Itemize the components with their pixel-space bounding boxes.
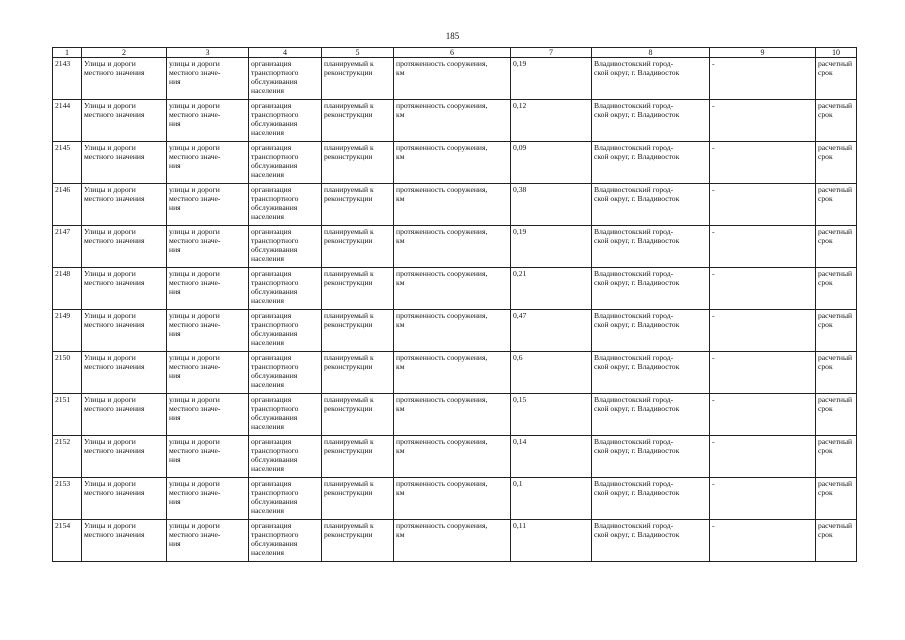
purpose-cell: организация транспортного обслуживания населения [249, 394, 322, 436]
object-type-cell: улицы и дороги местного значе- ния [167, 100, 249, 142]
value-cell: 0,6 [511, 352, 592, 394]
zone-cell: - [710, 394, 816, 436]
row-number-cell: 2146 [53, 184, 82, 226]
object-name-cell: Улицы и дороги местного значения [82, 226, 167, 268]
object-name-cell: Улицы и дороги местного значения [82, 184, 167, 226]
location-cell: Владивостокский город- ской округ, г. Владивосток [592, 478, 710, 520]
term-cell: расчетный срок [816, 58, 857, 100]
value-cell: 0,12 [511, 100, 592, 142]
column-header: 9 [710, 48, 816, 58]
zone-cell: - [710, 310, 816, 352]
value-cell: 0,47 [511, 310, 592, 352]
parameter-cell: протяженность сооружения, км [394, 268, 511, 310]
object-type-cell: улицы и дороги местного значе- ния [167, 394, 249, 436]
object-name-cell: Улицы и дороги местного значения [82, 58, 167, 100]
row-number-cell: 2149 [53, 310, 82, 352]
column-header: 1 [53, 48, 82, 58]
location-cell: Владивостокский город- ской округ, г. Владивосток [592, 100, 710, 142]
value-cell: 0,15 [511, 394, 592, 436]
term-cell: расчетный срок [816, 478, 857, 520]
object-name-cell: Улицы и дороги местного значения [82, 394, 167, 436]
term-cell: расчетный срок [816, 226, 857, 268]
parameter-cell: протяженность сооружения, км [394, 520, 511, 562]
value-cell: 0,21 [511, 268, 592, 310]
purpose-cell: организация транспортного обслуживания населения [249, 268, 322, 310]
zone-cell: - [710, 478, 816, 520]
table-row [53, 100, 857, 142]
status-cell: планируемый к реконструкции [322, 352, 394, 394]
status-cell: планируемый к реконструкции [322, 394, 394, 436]
location-cell: Владивостокский город- ской округ, г. Владивосток [592, 310, 710, 352]
term-cell: расчетный срок [816, 436, 857, 478]
purpose-cell: организация транспортного обслуживания населения [249, 520, 322, 562]
location-cell: Владивостокский город- ской округ, г. Владивосток [592, 226, 710, 268]
zone-cell: - [710, 352, 816, 394]
object-type-cell: улицы и дороги местного значе- ния [167, 184, 249, 226]
object-type-cell: улицы и дороги местного значе- ния [167, 268, 249, 310]
zone-cell: - [710, 520, 816, 562]
object-type-cell: улицы и дороги местного значе- ния [167, 142, 249, 184]
row-number-cell: 2143 [53, 58, 82, 100]
purpose-cell: организация транспортного обслуживания населения [249, 436, 322, 478]
table-row [53, 310, 857, 352]
row-number-cell: 2145 [53, 142, 82, 184]
object-name-cell: Улицы и дороги местного значения [82, 268, 167, 310]
purpose-cell: организация транспортного обслуживания населения [249, 310, 322, 352]
term-cell: расчетный срок [816, 352, 857, 394]
purpose-cell: организация транспортного обслуживания населения [249, 478, 322, 520]
table-row [53, 58, 857, 100]
parameter-cell: протяженность сооружения, км [394, 226, 511, 268]
object-type-cell: улицы и дороги местного значе- ния [167, 310, 249, 352]
purpose-cell: организация транспортного обслуживания населения [249, 142, 322, 184]
term-cell: расчетный срок [816, 394, 857, 436]
zone-cell: - [710, 142, 816, 184]
value-cell: 0,14 [511, 436, 592, 478]
status-cell: планируемый к реконструкции [322, 310, 394, 352]
parameter-cell: протяженность сооружения, км [394, 310, 511, 352]
table-row [53, 394, 857, 436]
location-cell: Владивостокский город- ской округ, г. Владивосток [592, 436, 710, 478]
status-cell: планируемый к реконструкции [322, 142, 394, 184]
row-number-cell: 2152 [53, 436, 82, 478]
object-type-cell: улицы и дороги местного значе- ния [167, 352, 249, 394]
purpose-cell: организация транспортного обслуживания населения [249, 58, 322, 100]
zone-cell: - [710, 100, 816, 142]
parameter-cell: протяженность сооружения, км [394, 100, 511, 142]
column-header: 5 [322, 48, 394, 58]
column-header: 7 [511, 48, 592, 58]
location-cell: Владивостокский город- ской округ, г. Владивосток [592, 352, 710, 394]
location-cell: Владивостокский город- ской округ, г. Владивосток [592, 268, 710, 310]
parameter-cell: протяженность сооружения, км [394, 58, 511, 100]
object-type-cell: улицы и дороги местного значе- ния [167, 58, 249, 100]
table-row [53, 142, 857, 184]
object-type-cell: улицы и дороги местного значе- ния [167, 478, 249, 520]
status-cell: планируемый к реконструкции [322, 226, 394, 268]
parameter-cell: протяженность сооружения, км [394, 142, 511, 184]
column-header: 8 [592, 48, 710, 58]
zone-cell: - [710, 58, 816, 100]
row-number-cell: 2151 [53, 394, 82, 436]
table-header [53, 48, 857, 58]
object-type-cell: улицы и дороги местного значе- ния [167, 226, 249, 268]
term-cell: расчетный срок [816, 100, 857, 142]
object-type-cell: улицы и дороги местного значе- ния [167, 436, 249, 478]
zone-cell: - [710, 436, 816, 478]
row-number-cell: 2147 [53, 226, 82, 268]
column-header: 6 [394, 48, 511, 58]
zone-cell: - [710, 184, 816, 226]
location-cell: Владивостокский город- ской округ, г. Владивосток [592, 58, 710, 100]
purpose-cell: организация транспортного обслуживания населения [249, 100, 322, 142]
value-cell: 0,09 [511, 142, 592, 184]
row-number-cell: 2148 [53, 268, 82, 310]
purpose-cell: организация транспортного обслуживания населения [249, 352, 322, 394]
header-row [53, 48, 857, 58]
term-cell: расчетный срок [816, 520, 857, 562]
parameter-cell: протяженность сооружения, км [394, 478, 511, 520]
location-cell: Владивостокский город- ской округ, г. Владивосток [592, 394, 710, 436]
object-name-cell: Улицы и дороги местного значения [82, 436, 167, 478]
column-header: 2 [82, 48, 167, 58]
value-cell: 0,38 [511, 184, 592, 226]
object-name-cell: Улицы и дороги местного значения [82, 478, 167, 520]
location-cell: Владивостокский город- ской округ, г. Владивосток [592, 520, 710, 562]
status-cell: планируемый к реконструкции [322, 478, 394, 520]
table-row [53, 436, 857, 478]
table-row [53, 520, 857, 562]
zone-cell: - [710, 226, 816, 268]
row-number-cell: 2150 [53, 352, 82, 394]
term-cell: расчетный срок [816, 268, 857, 310]
parameter-cell: протяженность сооружения, км [394, 394, 511, 436]
status-cell: планируемый к реконструкции [322, 100, 394, 142]
object-name-cell: Улицы и дороги местного значения [82, 142, 167, 184]
object-type-cell: улицы и дороги местного значе- ния [167, 520, 249, 562]
term-cell: расчетный срок [816, 142, 857, 184]
row-number-cell: 2153 [53, 478, 82, 520]
table-row [53, 268, 857, 310]
value-cell: 0,1 [511, 478, 592, 520]
object-name-cell: Улицы и дороги местного значения [82, 520, 167, 562]
status-cell: планируемый к реконструкции [322, 184, 394, 226]
parameter-cell: протяженность сооружения, км [394, 436, 511, 478]
term-cell: расчетный срок [816, 310, 857, 352]
status-cell: планируемый к реконструкции [322, 436, 394, 478]
purpose-cell: организация транспортного обслуживания населения [249, 226, 322, 268]
status-cell: планируемый к реконструкции [322, 520, 394, 562]
registry-table [52, 47, 857, 562]
column-header: 3 [167, 48, 249, 58]
row-number-cell: 2154 [53, 520, 82, 562]
value-cell: 0,19 [511, 226, 592, 268]
table-row [53, 184, 857, 226]
table-row [53, 478, 857, 520]
table-row [53, 352, 857, 394]
location-cell: Владивостокский город- ской округ, г. Владивосток [592, 142, 710, 184]
purpose-cell: организация транспортного обслуживания населения [249, 184, 322, 226]
term-cell: расчетный срок [816, 184, 857, 226]
value-cell: 0,19 [511, 58, 592, 100]
row-number-cell: 2144 [53, 100, 82, 142]
column-header: 4 [249, 48, 322, 58]
column-header: 10 [816, 48, 857, 58]
table-row [53, 226, 857, 268]
status-cell: планируемый к реконструкции [322, 268, 394, 310]
zone-cell: - [710, 268, 816, 310]
object-name-cell: Улицы и дороги местного значения [82, 100, 167, 142]
page-number: 185 [445, 31, 460, 41]
location-cell: Владивостокский город- ской округ, г. Владивосток [592, 184, 710, 226]
value-cell: 0,11 [511, 520, 592, 562]
parameter-cell: протяженность сооружения, км [394, 184, 511, 226]
object-name-cell: Улицы и дороги местного значения [82, 352, 167, 394]
status-cell: планируемый к реконструкции [322, 58, 394, 100]
parameter-cell: протяженность сооружения, км [394, 352, 511, 394]
object-name-cell: Улицы и дороги местного значения [82, 310, 167, 352]
table-body [53, 58, 857, 562]
